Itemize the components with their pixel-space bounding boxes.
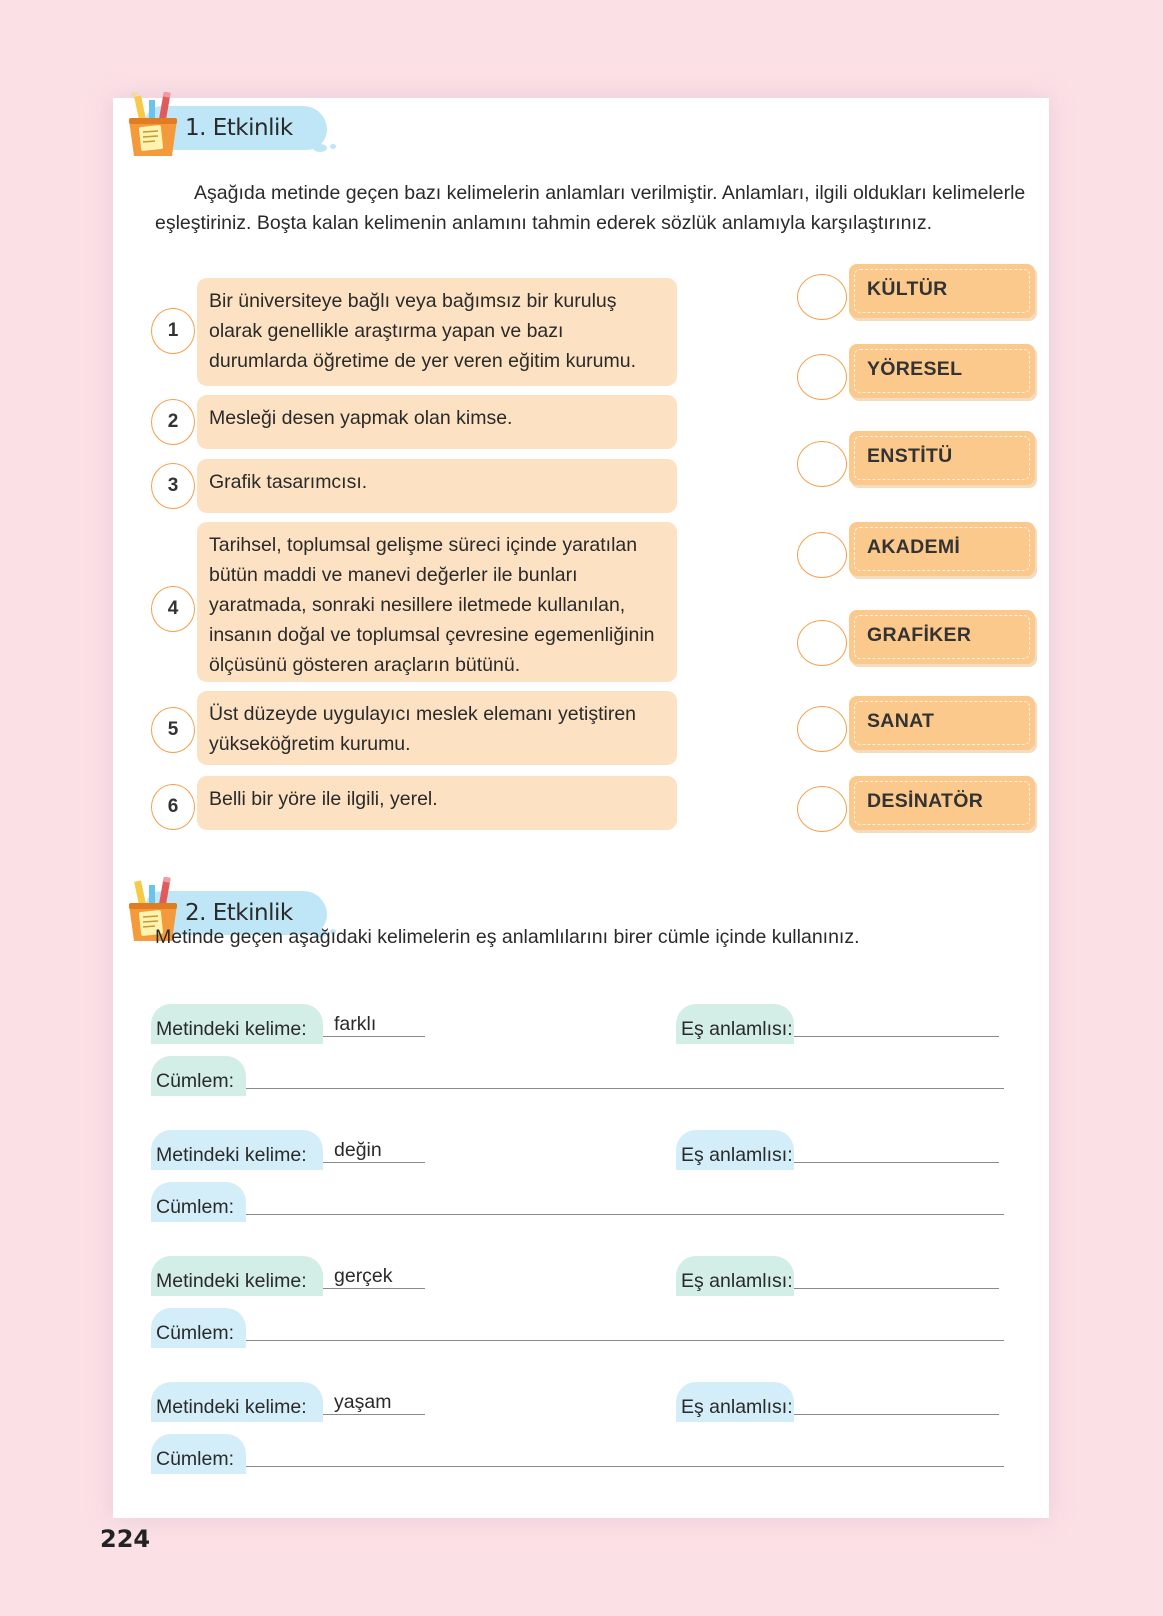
word-tag: KÜLTÜR [849, 264, 1035, 318]
word-row-6 [797, 696, 1037, 754]
worksheet-page [113, 98, 1049, 1518]
definition-number: 5 [151, 707, 195, 753]
given-word: yaşam [334, 1391, 392, 1413]
activity-1-title: 1. Etkinlik [185, 115, 293, 141]
word-row-5 [797, 610, 1037, 668]
synonym-exercise-4 [151, 1382, 1041, 1492]
sentence-label: Cümlem: [151, 1434, 246, 1474]
answer-circle[interactable] [797, 354, 847, 400]
word-underline [323, 1036, 425, 1037]
synonym-label: Eş anlamlısı: [676, 1004, 794, 1044]
sentence-answer-line[interactable] [246, 1466, 1004, 1467]
word-label: Metindeki kelime: [151, 1382, 323, 1422]
word-row-4 [797, 522, 1037, 580]
page-number: 224 [100, 1525, 151, 1553]
word-tag: ENSTİTÜ [849, 431, 1035, 485]
pencil-cup-icon [125, 92, 181, 158]
word-row-1 [797, 264, 1037, 322]
definition-text: Belli bir yöre ile ilgili, yerel. [197, 776, 677, 830]
sentence-answer-line[interactable] [246, 1088, 1004, 1089]
definition-text: Grafik tasarımcısı. [197, 459, 677, 513]
definition-text: Tarihsel, toplumsal gelişme süreci içinde yaratılan bütün maddi ve manevi değerler ile bunları yaratmada, sonraki nesillere iletmede kullanılan, insanın doğal ve toplumsal çevresine egemenliğinin ölçüsünü gösteren araçların bütünü. [197, 522, 677, 682]
synonym-exercise-2 [151, 1130, 1041, 1240]
synonym-answer-line[interactable] [794, 1162, 999, 1163]
answer-circle[interactable] [797, 620, 847, 666]
synonym-label: Eş anlamlısı: [676, 1256, 794, 1296]
word-underline [323, 1162, 425, 1163]
word-row-2 [797, 344, 1037, 402]
word-underline [323, 1414, 425, 1415]
answer-circle[interactable] [797, 786, 847, 832]
word-label: Metindeki kelime: [151, 1004, 323, 1044]
definition-text: Mesleği desen yapmak olan kimse. [197, 395, 677, 449]
activity-2-title: 2. Etkinlik [185, 900, 293, 926]
definition-number: 6 [151, 784, 195, 830]
activity-1-header [125, 92, 325, 162]
activity-2-instruction: Metinde geçen aşağıdaki kelimelerin eş anlamlılarını birer cümle içinde kullanınız. [155, 926, 860, 948]
sentence-label: Cümlem: [151, 1182, 246, 1222]
answer-circle[interactable] [797, 706, 847, 752]
definition-number: 1 [151, 308, 195, 354]
word-tag: SANAT [849, 696, 1035, 750]
word-tag: AKADEMİ [849, 522, 1035, 576]
word-label: Metindeki kelime: [151, 1130, 323, 1170]
synonym-exercise-3 [151, 1256, 1041, 1366]
word-row-3 [797, 431, 1037, 489]
answer-circle[interactable] [797, 441, 847, 487]
definition-number: 2 [151, 399, 195, 445]
sentence-label: Cümlem: [151, 1056, 246, 1096]
sentence-answer-line[interactable] [246, 1340, 1004, 1341]
synonym-answer-line[interactable] [794, 1036, 999, 1037]
given-word: değin [334, 1139, 382, 1161]
sentence-label: Cümlem: [151, 1308, 246, 1348]
synonym-answer-line[interactable] [794, 1288, 999, 1289]
synonym-label: Eş anlamlısı: [676, 1382, 794, 1422]
answer-circle[interactable] [797, 532, 847, 578]
definition-number: 4 [151, 586, 195, 632]
sentence-answer-line[interactable] [246, 1214, 1004, 1215]
word-row-7 [797, 776, 1037, 834]
definition-text: Bir üniversiteye bağlı veya bağımsız bir kuruluş olarak genellikle araştırma yapan ve bazı durumlarda öğretime de yer veren eğitim kurumu. [197, 278, 677, 386]
word-tag: GRAFİKER [849, 610, 1035, 664]
definition-number: 3 [151, 463, 195, 509]
synonym-exercise-1 [151, 1004, 1041, 1114]
definition-text: Üst düzeyde uygulayıcı meslek elemanı yetiştiren yükseköğretim kurumu. [197, 691, 677, 765]
word-label: Metindeki kelime: [151, 1256, 323, 1296]
activity-1-instruction: Aşağıda metinde geçen bazı kelimelerin anlamları verilmiştir. Anlamları, ilgili oldukları kelimelerle eşleştiriniz. Boşta kalan kelimenin anlamını tahmin ederek sözlük anlamıyla karşılaştırınız. [155, 182, 1026, 234]
synonym-label: Eş anlamlısı: [676, 1130, 794, 1170]
word-underline [323, 1288, 425, 1289]
given-word: farklı [334, 1013, 377, 1035]
given-word: gerçek [334, 1265, 393, 1287]
word-tag: YÖRESEL [849, 344, 1035, 398]
answer-circle[interactable] [797, 274, 847, 320]
word-tag: DESİNATÖR [849, 776, 1035, 830]
synonym-answer-line[interactable] [794, 1414, 999, 1415]
